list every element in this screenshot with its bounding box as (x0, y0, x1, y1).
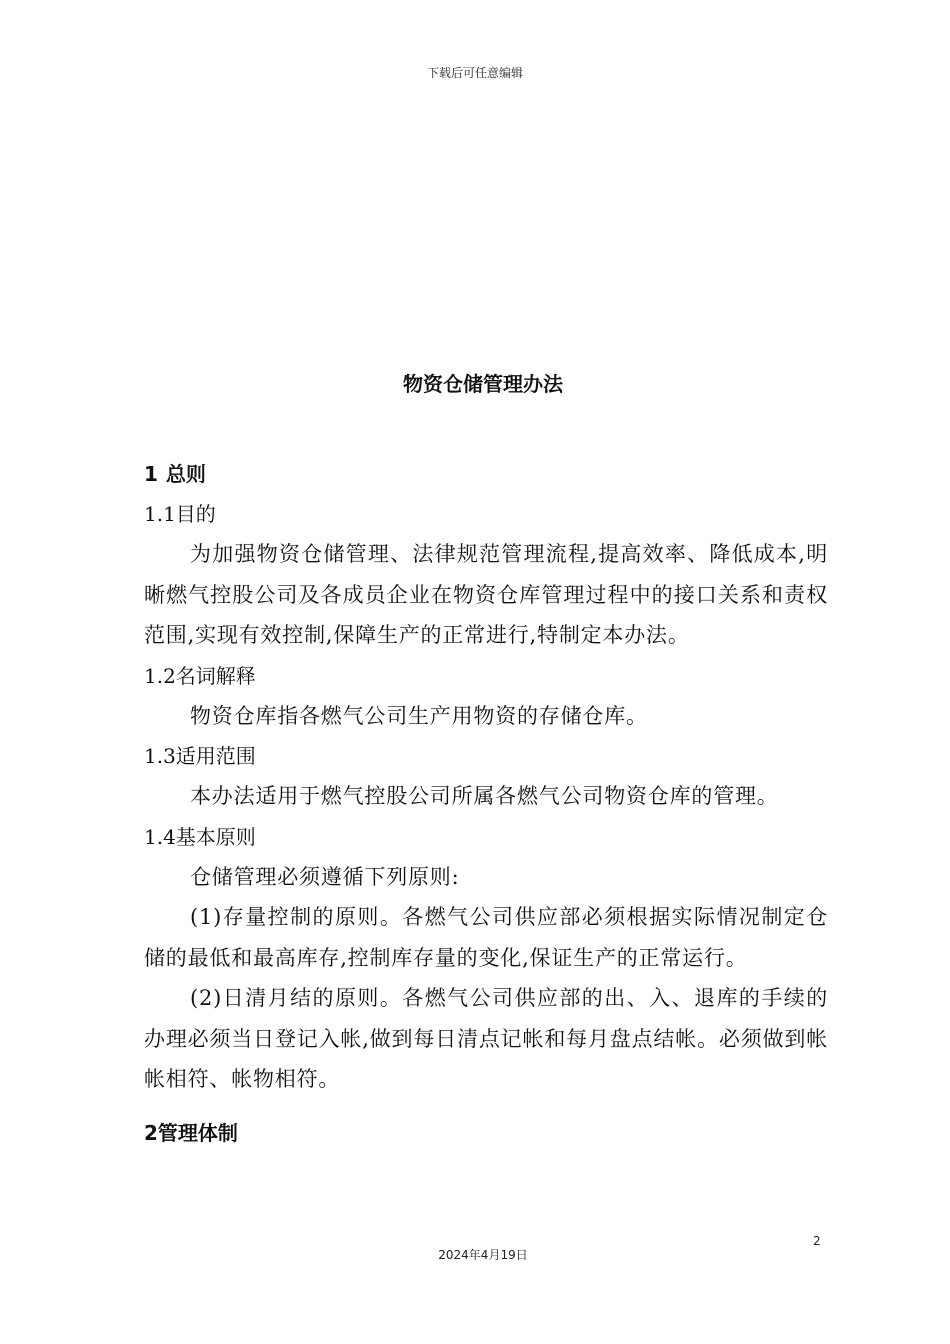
principle-1-paragraph: (1)存量控制的原则。各燃气公司供应部必须根据实际情况制定仓储的最低和最高库存,控制库存量的变化,保证生产的正常运行。 (144, 905, 828, 970)
section-1-number: 1 (144, 462, 158, 486)
section-1-title: 总则 (165, 462, 206, 486)
section-1-2-heading: 1.2名词解释 (144, 663, 256, 688)
section-1-3-heading: 1.3适用范围 (144, 744, 256, 768)
document-title: 物资仓储管理办法 (403, 372, 563, 396)
header-note: 下载后可任意编辑 (426, 66, 523, 80)
section-1-2-paragraph: 物资仓库指各燃气公司生产用物资的存储仓库。 (190, 703, 648, 728)
section-1-1-paragraph: 为加强物资仓储管理、法律规范管理流程,提高效率、降低成本,明晰燃气控股公司及各成员企业在物资仓库管理过程中的接口关系和责权范围,实现有效控制,保障生产的正常进行,特制定本办法。 (144, 542, 828, 647)
principle-2-paragraph: (2)日清月结的原则。各燃气公司供应部的出、入、退库的手续的办理必须当日登记入帐,做到每日清点记帐和每月盘点结帐。必须做到帐帐相符、帐物相符。 (144, 986, 828, 1091)
section-1-3-paragraph: 本办法适用于燃气控股公司所属各燃气公司物资仓库的管理。 (190, 784, 779, 808)
section-2-heading: 2管理体制 (144, 1120, 238, 1145)
page-number: 2 (813, 1234, 821, 1248)
section-1-1-heading: 1.1目的 (144, 502, 216, 526)
section-spacer (144, 1100, 828, 1113)
footer-date: 2024年4月19日 (438, 1248, 528, 1262)
section-1-4-intro: 仓储管理必须遵循下列原则: (190, 864, 460, 889)
section-1-heading (144, 454, 828, 494)
document-body (144, 454, 828, 1153)
section-1-4-heading: 1.4基本原则 (144, 824, 256, 849)
